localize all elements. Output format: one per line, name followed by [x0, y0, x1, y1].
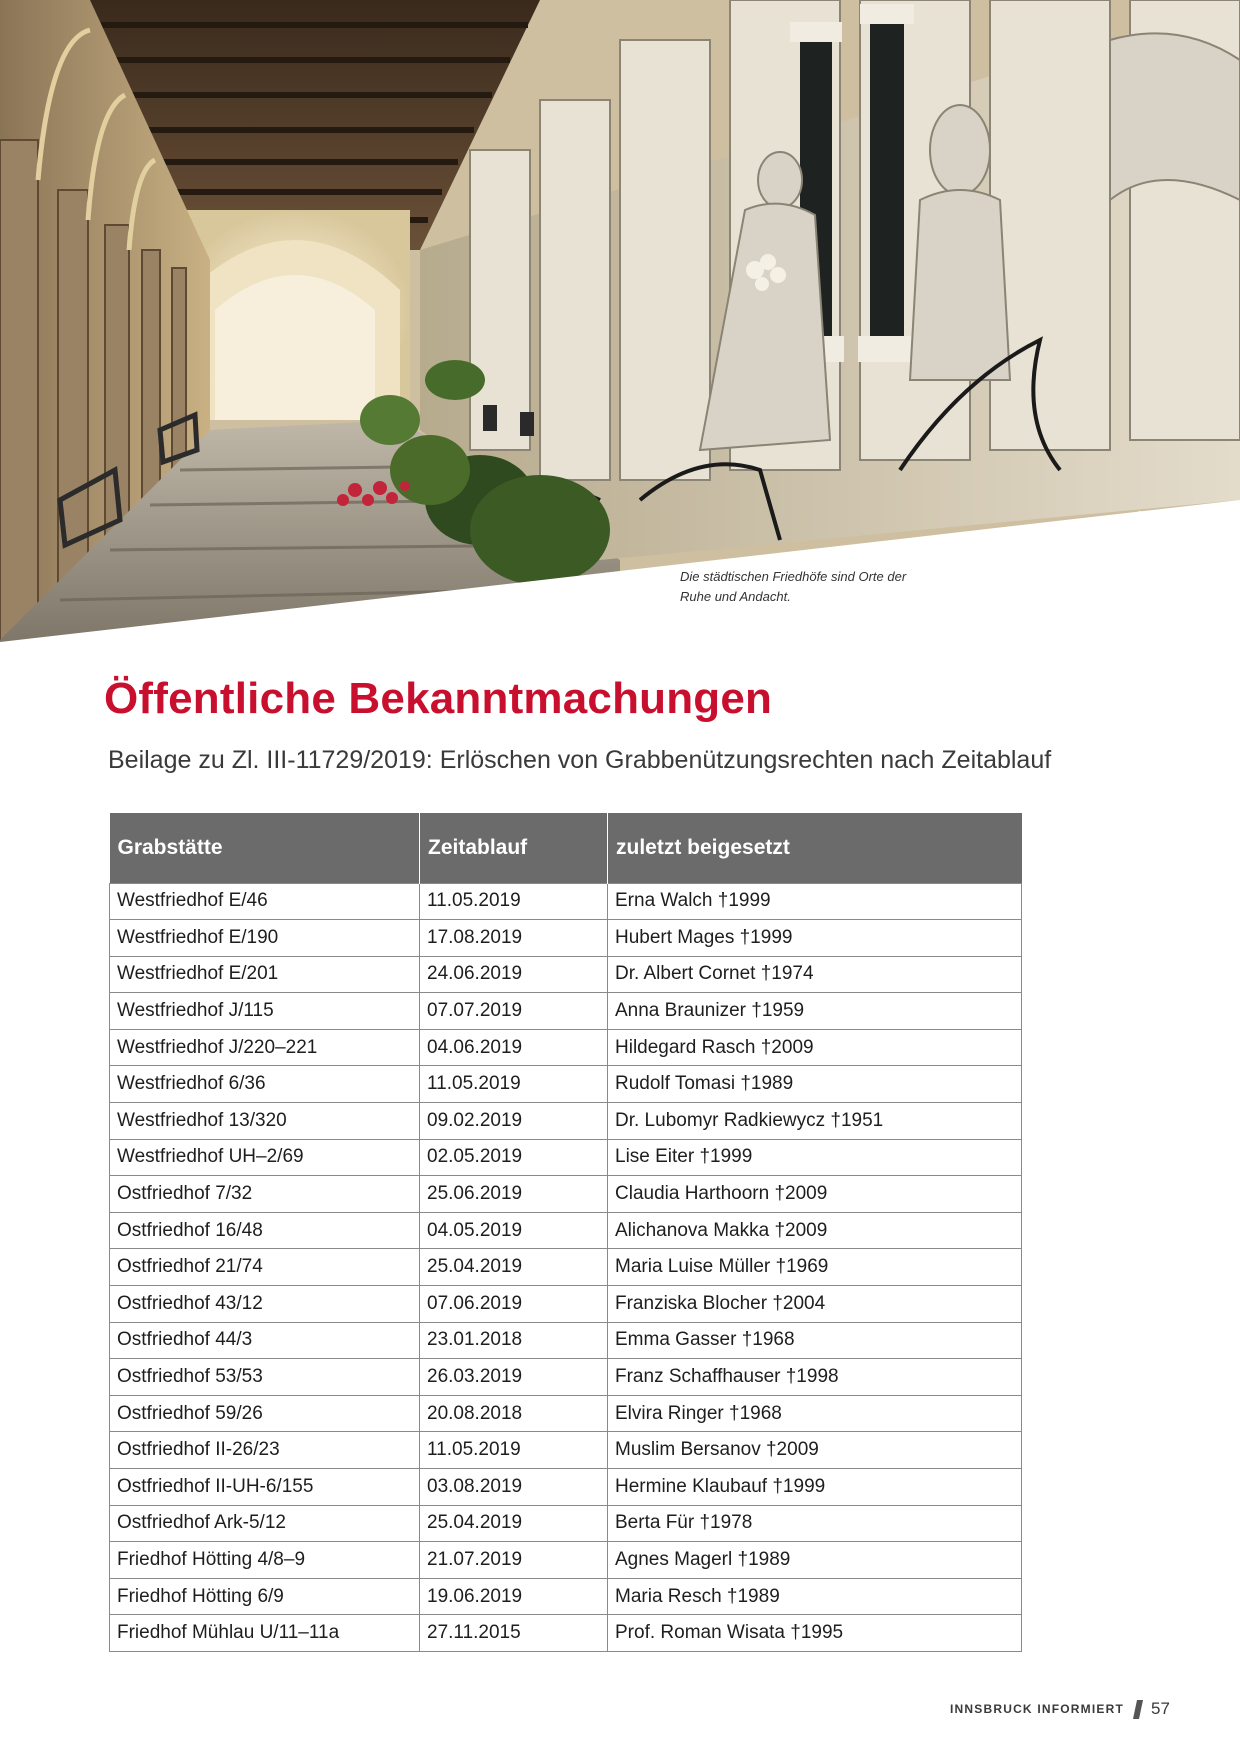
- cell-zuletzt-beigesetzt: Prof. Roman Wisata †1995: [608, 1615, 1022, 1652]
- cell-zuletzt-beigesetzt: Elvira Ringer †1968: [608, 1395, 1022, 1432]
- table-row: [110, 1029, 1022, 1066]
- notice-table: [109, 813, 1022, 1652]
- photo-caption: Die städtischen Friedhöfe sind Orte der Ruhe und Andacht.: [680, 569, 907, 604]
- cell-zuletzt-beigesetzt: Emma Gasser †1968: [608, 1322, 1022, 1359]
- cell-zeitablauf: 17.08.2019: [420, 920, 608, 957]
- cell-zuletzt-beigesetzt: Agnes Magerl †1989: [608, 1542, 1022, 1579]
- cell-zeitablauf: 03.08.2019: [420, 1469, 608, 1506]
- table-row: [110, 1542, 1022, 1579]
- table-row: [110, 1395, 1022, 1432]
- cell-zuletzt-beigesetzt: Hubert Mages †1999: [608, 920, 1022, 957]
- table-header: [110, 813, 1022, 883]
- table-row: [110, 1578, 1022, 1615]
- photo-credit: © V. LERCHER: [1136, 506, 1197, 519]
- cell-zeitablauf: 07.07.2019: [420, 993, 608, 1030]
- cell-zeitablauf: 02.05.2019: [420, 1139, 608, 1176]
- cell-zuletzt-beigesetzt: Erna Walch †1999: [608, 883, 1022, 920]
- cell-zuletzt-beigesetzt: Alichanova Makka †2009: [608, 1212, 1022, 1249]
- cell-grabstaette: Westfriedhof J/115: [110, 993, 420, 1030]
- cell-grabstaette: Ostfriedhof 53/53: [110, 1359, 420, 1396]
- cell-zeitablauf: 09.02.2019: [420, 1103, 608, 1140]
- cell-grabstaette: Westfriedhof 6/36: [110, 1066, 420, 1103]
- cell-grabstaette: Westfriedhof 13/320: [110, 1103, 420, 1140]
- cell-grabstaette: Ostfriedhof II-UH-6/155: [110, 1469, 420, 1506]
- cell-zuletzt-beigesetzt: Dr. Albert Cornet †1974: [608, 956, 1022, 993]
- table-row: [110, 1432, 1022, 1469]
- notice-table-container: [109, 813, 1021, 1652]
- cell-grabstaette: Friedhof Hötting 4/8–9: [110, 1542, 420, 1579]
- cell-zeitablauf: 20.08.2018: [420, 1395, 608, 1432]
- cell-zeitablauf: 11.05.2019: [420, 883, 608, 920]
- cell-zuletzt-beigesetzt: Muslim Bersanov †2009: [608, 1432, 1022, 1469]
- table-row: [110, 1139, 1022, 1176]
- cell-zuletzt-beigesetzt: Maria Luise Müller †1969: [608, 1249, 1022, 1286]
- hero-photo: [0, 0, 1240, 650]
- cell-zeitablauf: 07.06.2019: [420, 1286, 608, 1323]
- column-header-zuletzt-beigesetzt: zuletzt beigesetzt: [608, 813, 1022, 883]
- table-header-row: [110, 813, 1022, 883]
- cell-zeitablauf: 24.06.2019: [420, 956, 608, 993]
- table-row: [110, 1469, 1022, 1506]
- cell-zuletzt-beigesetzt: Anna Braunizer †1959: [608, 993, 1022, 1030]
- cell-zeitablauf: 27.11.2015: [420, 1615, 608, 1652]
- page-subtitle: Beilage zu Zl. III-11729/2019: Erlöschen von Grabbenützungsrechten nach Zeitablauf: [108, 746, 1052, 774]
- cell-zuletzt-beigesetzt: Rudolf Tomasi †1989: [608, 1066, 1022, 1103]
- page-title: Öffentliche Bekanntmachungen: [104, 674, 773, 723]
- cell-zuletzt-beigesetzt: Hildegard Rasch †2009: [608, 1029, 1022, 1066]
- table-row: [110, 1505, 1022, 1542]
- table-row: [110, 1212, 1022, 1249]
- cell-grabstaette: Ostfriedhof 16/48: [110, 1212, 420, 1249]
- table-row: [110, 993, 1022, 1030]
- cell-grabstaette: Ostfriedhof Ark-5/12: [110, 1505, 420, 1542]
- table-body: [110, 883, 1022, 1651]
- cell-grabstaette: Friedhof Hötting 6/9: [110, 1578, 420, 1615]
- cell-zeitablauf: 04.05.2019: [420, 1212, 608, 1249]
- page-number: 57: [1151, 1699, 1170, 1718]
- cell-grabstaette: Westfriedhof UH–2/69: [110, 1139, 420, 1176]
- cell-zuletzt-beigesetzt: Hermine Klaubauf †1999: [608, 1469, 1022, 1506]
- table-row: [110, 1322, 1022, 1359]
- cell-grabstaette: Ostfriedhof 21/74: [110, 1249, 420, 1286]
- cell-zuletzt-beigesetzt: Berta Für †1978: [608, 1505, 1022, 1542]
- table-row: [110, 956, 1022, 993]
- footer-divider: [1133, 1700, 1143, 1719]
- cell-zeitablauf: 11.05.2019: [420, 1066, 608, 1103]
- cell-zuletzt-beigesetzt: Franz Schaffhauser †1998: [608, 1359, 1022, 1396]
- table-row: [110, 883, 1022, 920]
- table-row: [110, 1615, 1022, 1652]
- publication-name: INNSBRUCK INFORMIERT: [950, 1702, 1124, 1716]
- cell-grabstaette: Ostfriedhof 43/12: [110, 1286, 420, 1323]
- cell-zeitablauf: 19.06.2019: [420, 1578, 608, 1615]
- table-row: [110, 1066, 1022, 1103]
- cell-zuletzt-beigesetzt: Claudia Harthoorn †2009: [608, 1176, 1022, 1213]
- table-row: [110, 1103, 1022, 1140]
- cell-grabstaette: Ostfriedhof 44/3: [110, 1322, 420, 1359]
- cell-zuletzt-beigesetzt: Dr. Lubomyr Radkiewycz †1951: [608, 1103, 1022, 1140]
- table-row: [110, 1286, 1022, 1323]
- cell-zeitablauf: 25.04.2019: [420, 1249, 608, 1286]
- table-row: [110, 920, 1022, 957]
- table-row: [110, 1359, 1022, 1396]
- cell-zeitablauf: 26.03.2019: [420, 1359, 608, 1396]
- cell-grabstaette: Ostfriedhof 59/26: [110, 1395, 420, 1432]
- cell-zeitablauf: 11.05.2019: [420, 1432, 608, 1469]
- cell-grabstaette: Westfriedhof E/201: [110, 956, 420, 993]
- cell-grabstaette: Friedhof Mühlau U/11–11a: [110, 1615, 420, 1652]
- cell-zeitablauf: 23.01.2018: [420, 1322, 608, 1359]
- cell-zeitablauf: 25.04.2019: [420, 1505, 608, 1542]
- cell-zuletzt-beigesetzt: Lise Eiter †1999: [608, 1139, 1022, 1176]
- cell-grabstaette: Ostfriedhof II-26/23: [110, 1432, 420, 1469]
- table-row: [110, 1176, 1022, 1213]
- cell-zeitablauf: 04.06.2019: [420, 1029, 608, 1066]
- cell-grabstaette: Ostfriedhof 7/32: [110, 1176, 420, 1213]
- cell-zeitablauf: 25.06.2019: [420, 1176, 608, 1213]
- cell-zuletzt-beigesetzt: Franziska Blocher †2004: [608, 1286, 1022, 1323]
- cell-zeitablauf: 21.07.2019: [420, 1542, 608, 1579]
- cell-grabstaette: Westfriedhof E/190: [110, 920, 420, 957]
- column-header-grabstaette: Grabstätte: [110, 813, 420, 883]
- arcade-cemetery-photo: [0, 0, 1240, 650]
- column-header-zeitablauf: Zeitablauf: [420, 813, 608, 883]
- cell-zuletzt-beigesetzt: Maria Resch †1989: [608, 1578, 1022, 1615]
- table-row: [110, 1249, 1022, 1286]
- page-footer: [950, 1699, 1170, 1719]
- cell-grabstaette: Westfriedhof E/46: [110, 883, 420, 920]
- cell-grabstaette: Westfriedhof J/220–221: [110, 1029, 420, 1066]
